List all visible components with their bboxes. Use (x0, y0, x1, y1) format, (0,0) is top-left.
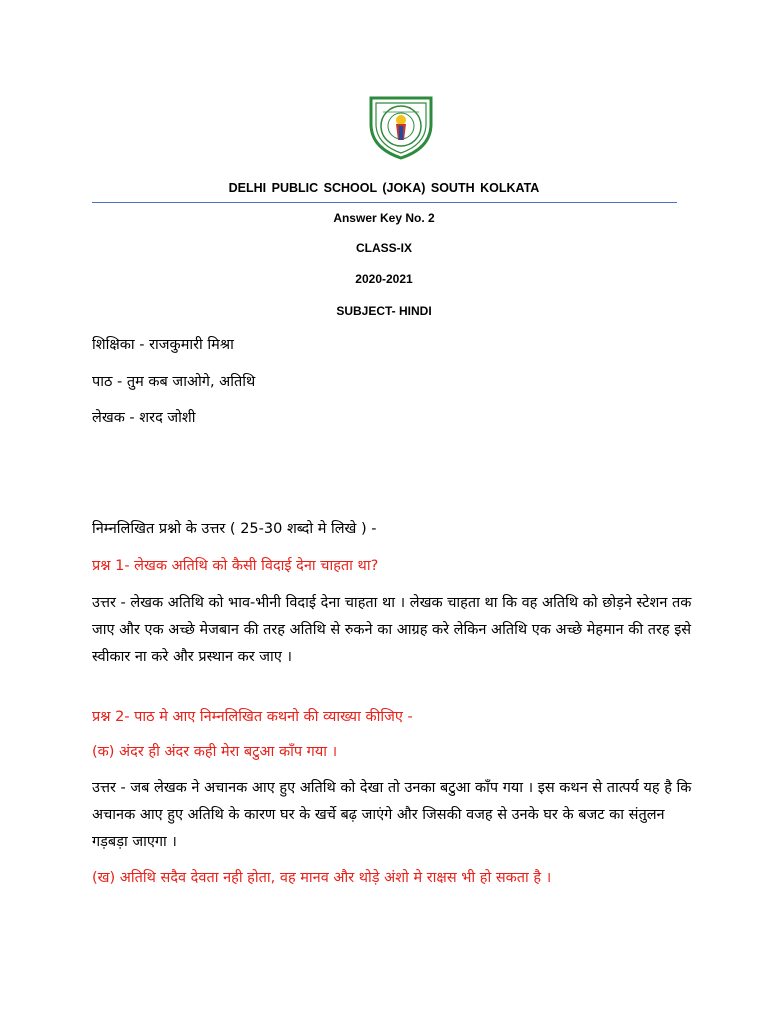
instruction-text: निम्नलिखित प्रश्नो के उत्तर ( 25-30 शब्दो मे लिखे ) - (92, 521, 377, 537)
lesson-line: पाठ - तुम कब जाओगे, अतिथि (92, 374, 256, 390)
question-1: प्रश्न 1- लेखक अतिथि को कैसी विदाई देना चाहता था? (92, 558, 379, 574)
teacher-line: शिक्षिका - राजकुमारी मिश्रा (92, 337, 234, 353)
session-label: 2020-2021 (355, 272, 413, 286)
header-divider (92, 202, 677, 203)
question-2: प्रश्न 2- पाठ मे आए निम्नलिखित कथनो की व्याख्या कीजिए - (92, 709, 413, 725)
question-2-part-k: (क) अंदर ही अंदर कही मेरा बटुआ काँप गया । (92, 744, 338, 760)
answer-1: उत्तर - लेखक अतिथि को भाव-भीनी विदाई देना चाहता था । लेखक चाहता था कि वह अतिथि को छोड़ने स्टेशन तक जाए और एक अच्छे मेजबान की तरह अतिथि से रुकने का आग्रह करे लेकिन अतिथि एक अच्छे मेहमान की तरह इसे स्वीकार ना करे और प्रस्थान कर जाए । (92, 595, 692, 665)
answer-2-part-k: उत्तर - जब लेखक ने अचानक आए हुए अतिथि को देखा तो उनका बटुआ काँप गया । इस कथन से तात्पर्य यह है कि अचानक आए हुए अतिथि के कारण घर के खर्चे बढ़ जाएंगे और जिसकी वजह से उनके घर के बजट का संतुलन गड़बड़ा जाएगा । (92, 780, 692, 850)
subject-label: SUBJECT- HINDI (336, 304, 432, 318)
answer-key-title: Answer Key No. 2 (333, 211, 435, 225)
question-2-part-kh: (ख) अतिथि सदैव देवता नही होता, वह मानव और थोड़े अंशो मे राक्षस भी हो सकता है । (92, 870, 552, 886)
class-label: CLASS-IX (355, 241, 412, 255)
author-line: लेखक - शरद जोशी (92, 410, 196, 426)
school-name: DELHI PUBLIC SCHOOL (JOKA) SOUTH KOLKATA (228, 181, 540, 195)
school-crest-icon (365, 90, 437, 162)
